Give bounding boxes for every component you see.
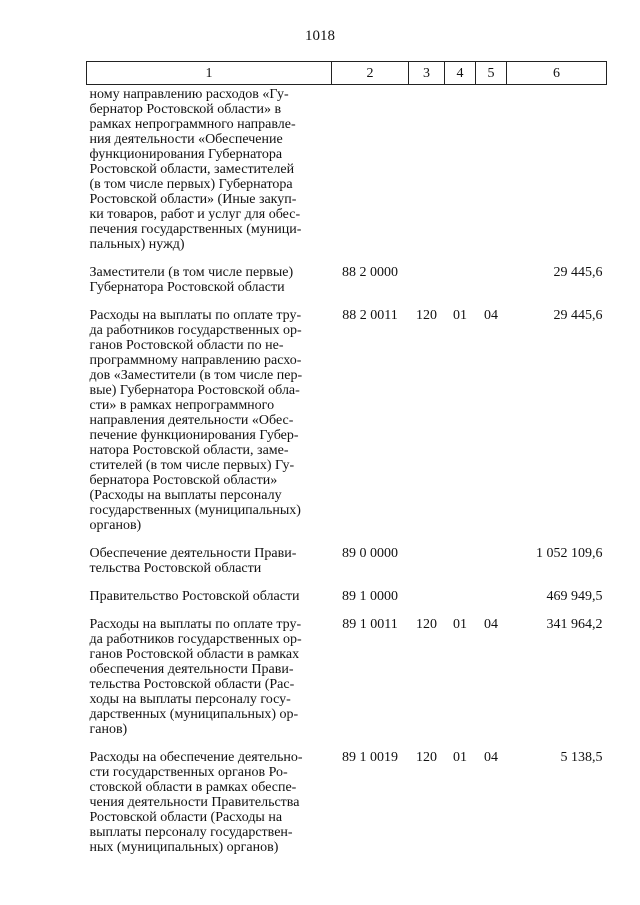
description-line: стителей (в том числе первых) Гу- <box>89 458 295 473</box>
description-line: Расходы на выплаты по оплате тру- <box>89 617 302 632</box>
description-line: сти» в рамках непрограммного <box>89 398 275 413</box>
description-line: Ростовской области» (Иные закуп- <box>89 192 297 207</box>
row-amount: 29 445,6 <box>553 265 603 280</box>
table-row <box>87 308 607 546</box>
description-line: выплаты персоналу государствен- <box>89 825 293 840</box>
column-header-6: 6 <box>507 62 607 85</box>
description-line: ния деятельности «Обеспечение <box>89 132 283 147</box>
description-line: ному направлению расходов «Гу- <box>89 87 289 102</box>
table-header <box>87 62 607 85</box>
description-line: бернатора Ростовской области» <box>89 473 278 488</box>
row-subsection <box>476 85 507 266</box>
table-row <box>87 750 607 868</box>
row-code: 89 0 0000 <box>342 546 398 561</box>
description-line: ходы на выплаты персоналу госу- <box>89 692 291 707</box>
row-expense-type: 120 <box>416 617 437 632</box>
row-subsection <box>476 546 507 589</box>
row-expense-type <box>409 85 445 266</box>
description-line: бернатор Ростовской области» в <box>89 102 282 117</box>
description-line: дов «Заместители (в том числе пер- <box>89 368 303 383</box>
description-line: государственных (муниципальных) <box>89 503 301 518</box>
table-row <box>87 85 607 266</box>
row-amount: 469 949,5 <box>546 589 603 604</box>
header-row <box>87 62 607 85</box>
row-section <box>445 85 476 266</box>
row-amount: 341 964,2 <box>546 617 603 632</box>
description-line: тельства Ростовской области <box>89 561 262 576</box>
row-section <box>445 546 476 589</box>
column-header-1: 1 <box>87 62 332 85</box>
description-line: органов) <box>89 518 142 533</box>
row-amount: 5 138,5 <box>560 750 603 765</box>
row-subsection: 04 <box>484 308 498 323</box>
table-body <box>87 85 607 869</box>
page-number: 1018 <box>305 28 335 44</box>
column-header-2: 2 <box>332 62 409 85</box>
description-line: ганов Ростовской области по не- <box>89 338 284 353</box>
row-section <box>445 265 476 308</box>
row-expense-type: 120 <box>416 750 437 765</box>
description-line: Ростовской области (Расходы на <box>89 810 283 825</box>
row-subsection: 04 <box>484 750 498 765</box>
row-expense-type <box>409 265 445 308</box>
description-line: ки товаров, работ и услуг для обес- <box>89 207 301 222</box>
description-line: да работников государственных ор- <box>89 323 302 338</box>
description-line: Заместители (в том числе первые) <box>89 265 294 280</box>
description-line: Губернатора Ростовской области <box>89 280 285 295</box>
description-line: программному направлению расхо- <box>89 353 302 368</box>
row-subsection: 04 <box>484 617 498 632</box>
table-row <box>87 617 607 750</box>
table-row <box>87 589 607 617</box>
description-line: Обеспечение деятельности Прави- <box>89 546 297 561</box>
description-line: натора Ростовской области, заме- <box>89 443 289 458</box>
row-section <box>445 589 476 617</box>
description-line: рамках непрограммного направле- <box>89 117 296 132</box>
row-amount: 29 445,6 <box>553 308 603 323</box>
description-line: направления деятельности «Обес- <box>89 413 294 428</box>
description-line: Ростовской области, заместителей <box>89 162 295 177</box>
row-description <box>87 85 332 266</box>
row-section: 01 <box>453 617 467 632</box>
description-line: обеспечения деятельности Прави- <box>89 662 294 677</box>
description-line: сти государственных органов Ро- <box>89 765 288 780</box>
description-line: Расходы на обеспечение деятельно- <box>89 750 303 765</box>
column-header-5: 5 <box>476 62 507 85</box>
row-code: 89 1 0019 <box>342 750 398 765</box>
row-expense-type <box>409 589 445 617</box>
description-line: стовской области в рамках обеспе- <box>89 780 297 795</box>
row-description <box>87 589 332 617</box>
description-line: печение функционирования Губер- <box>89 428 299 443</box>
row-description <box>87 308 332 546</box>
description-line: ганов Ростовской области в рамках <box>89 647 300 662</box>
description-line: да работников государственных ор- <box>89 632 302 647</box>
table-row <box>87 265 607 308</box>
description-line: ных (муниципальных) органов) <box>89 840 279 855</box>
description-line: тельства Ростовской области (Рас- <box>89 677 295 692</box>
description-line: Правительство Ростовской области <box>89 589 300 604</box>
row-description <box>87 546 332 589</box>
description-line: (в том числе первых) Губернатора <box>89 177 293 192</box>
row-subsection <box>476 589 507 617</box>
row-code: 89 1 0011 <box>342 617 398 632</box>
row-code: 89 1 0000 <box>342 589 398 604</box>
description-line: (Расходы на выплаты персоналу <box>89 488 282 503</box>
row-description <box>87 750 332 868</box>
row-subsection <box>476 265 507 308</box>
row-amount: 1 052 109,6 <box>536 546 603 561</box>
row-description <box>87 617 332 750</box>
table-row <box>87 546 607 589</box>
description-line: функционирования Губернатора <box>89 147 283 162</box>
row-description <box>87 265 332 308</box>
row-section: 01 <box>453 308 467 323</box>
description-line: пальных) нужд) <box>89 237 185 252</box>
description-line: дарственных (муниципальных) ор- <box>89 707 299 722</box>
description-line: ганов) <box>89 722 128 737</box>
row-code <box>332 85 409 266</box>
description-line: чения деятельности Правительства <box>89 795 300 810</box>
description-line: Расходы на выплаты по оплате тру- <box>89 308 302 323</box>
row-section: 01 <box>453 750 467 765</box>
column-header-4: 4 <box>445 62 476 85</box>
row-amount <box>507 85 607 266</box>
row-code: 88 2 0000 <box>342 265 398 280</box>
row-code: 88 2 0011 <box>342 308 398 323</box>
row-expense-type: 120 <box>416 308 437 323</box>
row-expense-type <box>409 546 445 589</box>
budget-table <box>86 61 607 868</box>
description-line: печения государственных (муници- <box>89 222 302 237</box>
column-header-3: 3 <box>409 62 445 85</box>
description-line: вые) Губернатора Ростовской обла- <box>89 383 300 398</box>
